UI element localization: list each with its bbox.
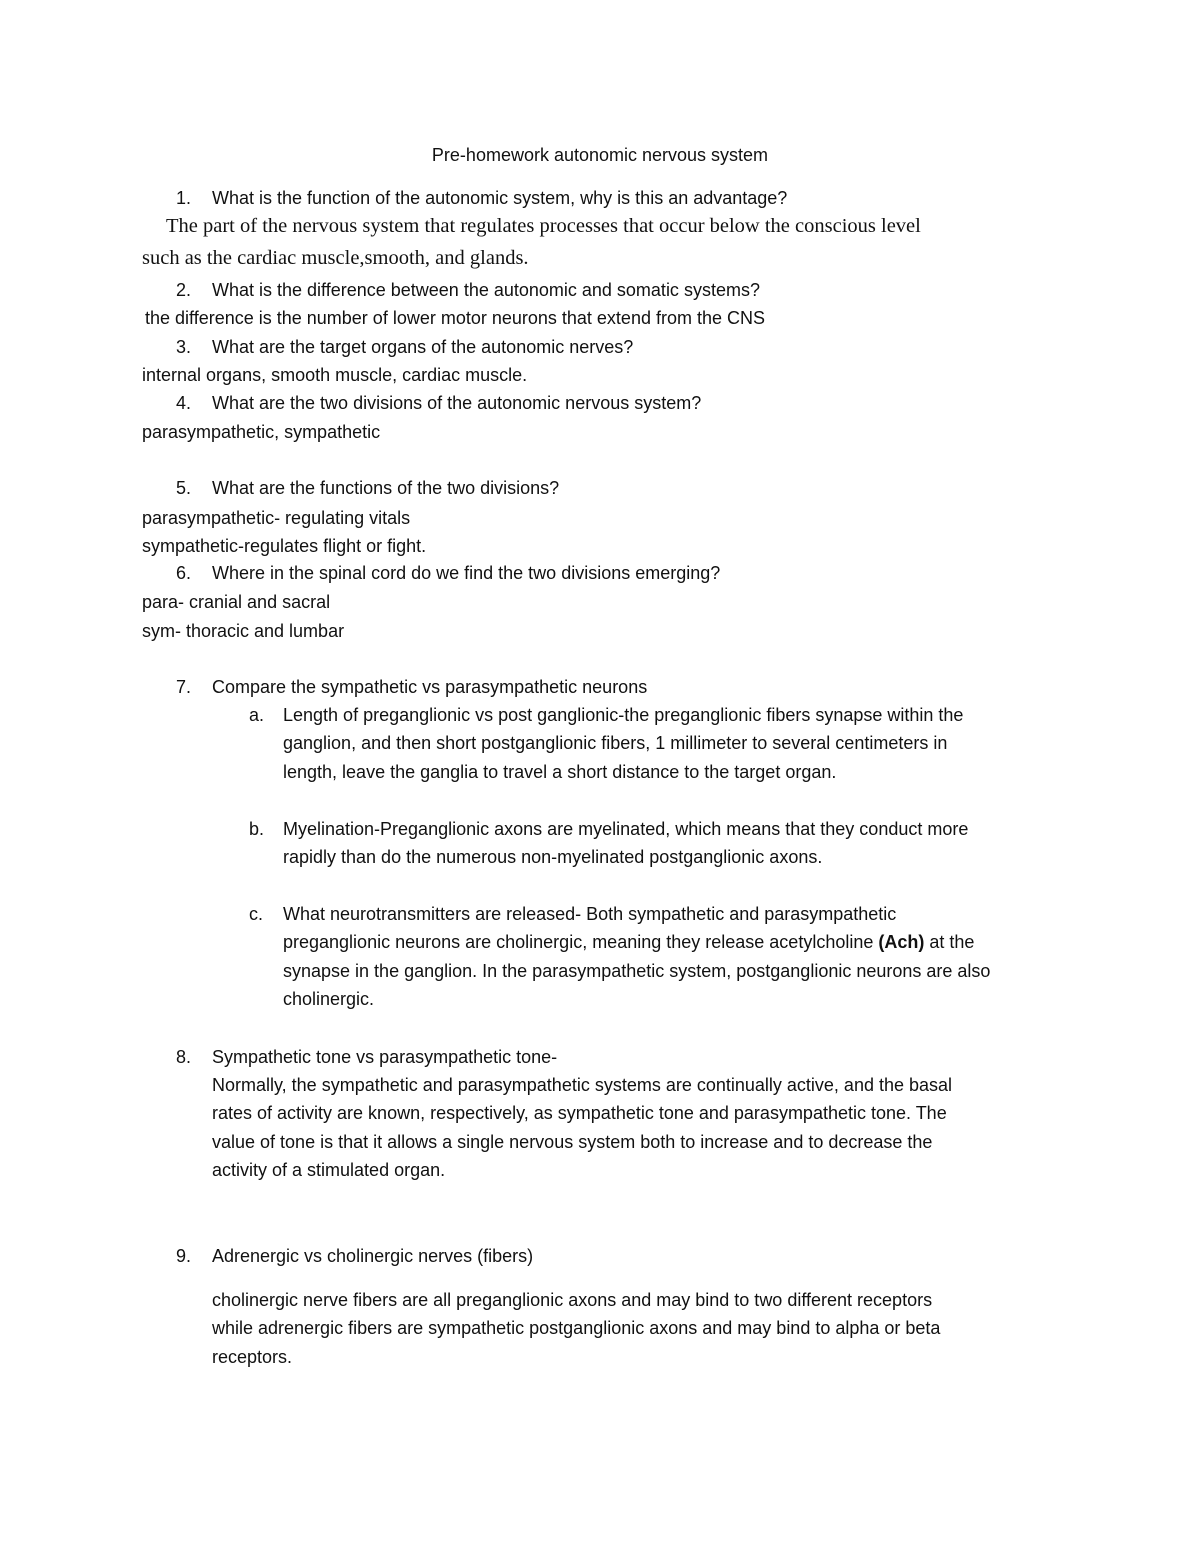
answer-9-line-2: while adrenergic fibers are sympathetic postganglionic axons and may bind to alpha or beta bbox=[212, 1318, 941, 1338]
sub-item-c-line-2-pre: preganglionic neurons are cholinergic, meaning they release acetylcholine bbox=[283, 932, 879, 952]
question-4-text: What are the two divisions of the autonomic nervous system? bbox=[212, 393, 702, 413]
answer-1-line-2: such as the cardiac muscle,smooth, and glands. bbox=[142, 247, 529, 269]
answer-2: the difference is the number of lower motor neurons that extend from the CNS bbox=[145, 308, 765, 328]
question-2-text: What is the difference between the autonomic and somatic systems? bbox=[212, 280, 760, 300]
question-8-number: 8. bbox=[176, 1047, 192, 1067]
question-1-text: What is the function of the autonomic system, why is this an advantage? bbox=[212, 188, 788, 208]
question-6-text: Where in the spinal cord do we find the two divisions emerging? bbox=[212, 563, 721, 583]
question-5-text: What are the functions of the two divisions? bbox=[212, 478, 560, 498]
sub-item-c-line-4: cholinergic. bbox=[283, 989, 375, 1009]
question-9-number: 9. bbox=[176, 1246, 192, 1266]
question-5-number: 5. bbox=[176, 478, 192, 498]
page-title: Pre-homework autonomic nervous system bbox=[431, 145, 769, 165]
answer-9-line-1: cholinergic nerve fibers are all preganglionic axons and may bind to two different receptors bbox=[212, 1290, 933, 1310]
question-9-text: Adrenergic vs cholinergic nerves (fibers) bbox=[212, 1246, 534, 1266]
question-3-text: What are the target organs of the autonomic nerves? bbox=[212, 337, 634, 357]
ach-abbreviation: (Ach) bbox=[878, 932, 925, 952]
answer-1-line-1: The part of the nervous system that regulates processes that occur below the conscious level bbox=[166, 215, 921, 237]
answer-5-line-1: parasympathetic- regulating vitals bbox=[142, 508, 411, 528]
question-3-number: 3. bbox=[176, 337, 192, 357]
sub-item-a-line-3: length, leave the ganglia to travel a short distance to the target organ. bbox=[283, 762, 837, 782]
answer-9-line-3: receptors. bbox=[212, 1347, 293, 1367]
sub-item-b-line-1: Myelination-Preganglionic axons are myelinated, which means that they conduct more bbox=[283, 819, 969, 839]
sub-item-b-label: b. bbox=[249, 819, 265, 839]
answer-6-line-2: sym- thoracic and lumbar bbox=[142, 621, 345, 641]
question-6-number: 6. bbox=[176, 563, 192, 583]
question-4-number: 4. bbox=[176, 393, 192, 413]
answer-6-line-1: para- cranial and sacral bbox=[142, 592, 331, 612]
answer-5-line-2: sympathetic-regulates flight or fight. bbox=[142, 536, 427, 556]
sub-item-c-line-3: synapse in the ganglion. In the parasympathetic system, postganglionic neurons are also bbox=[283, 961, 991, 981]
answer-8-line-2: rates of activity are known, respectively, as sympathetic tone and parasympathetic tone. The bbox=[212, 1103, 947, 1123]
sub-item-c-line-2-post: at the bbox=[924, 932, 975, 952]
answer-4: parasympathetic, sympathetic bbox=[142, 422, 381, 442]
question-8-text: Sympathetic tone vs parasympathetic tone- bbox=[212, 1047, 558, 1067]
question-7-text: Compare the sympathetic vs parasympathetic neurons bbox=[212, 677, 648, 697]
answer-8-line-1: Normally, the sympathetic and parasympathetic systems are continually active, and the basal bbox=[212, 1075, 953, 1095]
sub-item-c-line-1: What neurotransmitters are released- Both sympathetic and parasympathetic bbox=[283, 904, 897, 924]
sub-item-c-line-2 bbox=[283, 930, 974, 954]
answer-8-line-3: value of tone is that it allows a single nervous system both to increase and to decrease the bbox=[212, 1132, 933, 1152]
answer-3: internal organs, smooth muscle, cardiac muscle. bbox=[142, 365, 528, 385]
question-7-number: 7. bbox=[176, 677, 192, 697]
sub-item-c-label: c. bbox=[249, 904, 264, 924]
sub-item-a-line-1: Length of preganglionic vs post ganglionic-the preganglionic fibers synapse within the bbox=[283, 705, 964, 725]
sub-item-a-line-2: ganglion, and then short postganglionic fibers, 1 millimeter to several centimeters in bbox=[283, 733, 948, 753]
question-2-number: 2. bbox=[176, 280, 192, 300]
question-1-number: 1. bbox=[176, 188, 192, 208]
sub-item-a-label: a. bbox=[249, 705, 265, 725]
answer-8-line-4: activity of a stimulated organ. bbox=[212, 1160, 446, 1180]
sub-item-b-line-2: rapidly than do the numerous non-myelinated postganglionic axons. bbox=[283, 847, 823, 867]
